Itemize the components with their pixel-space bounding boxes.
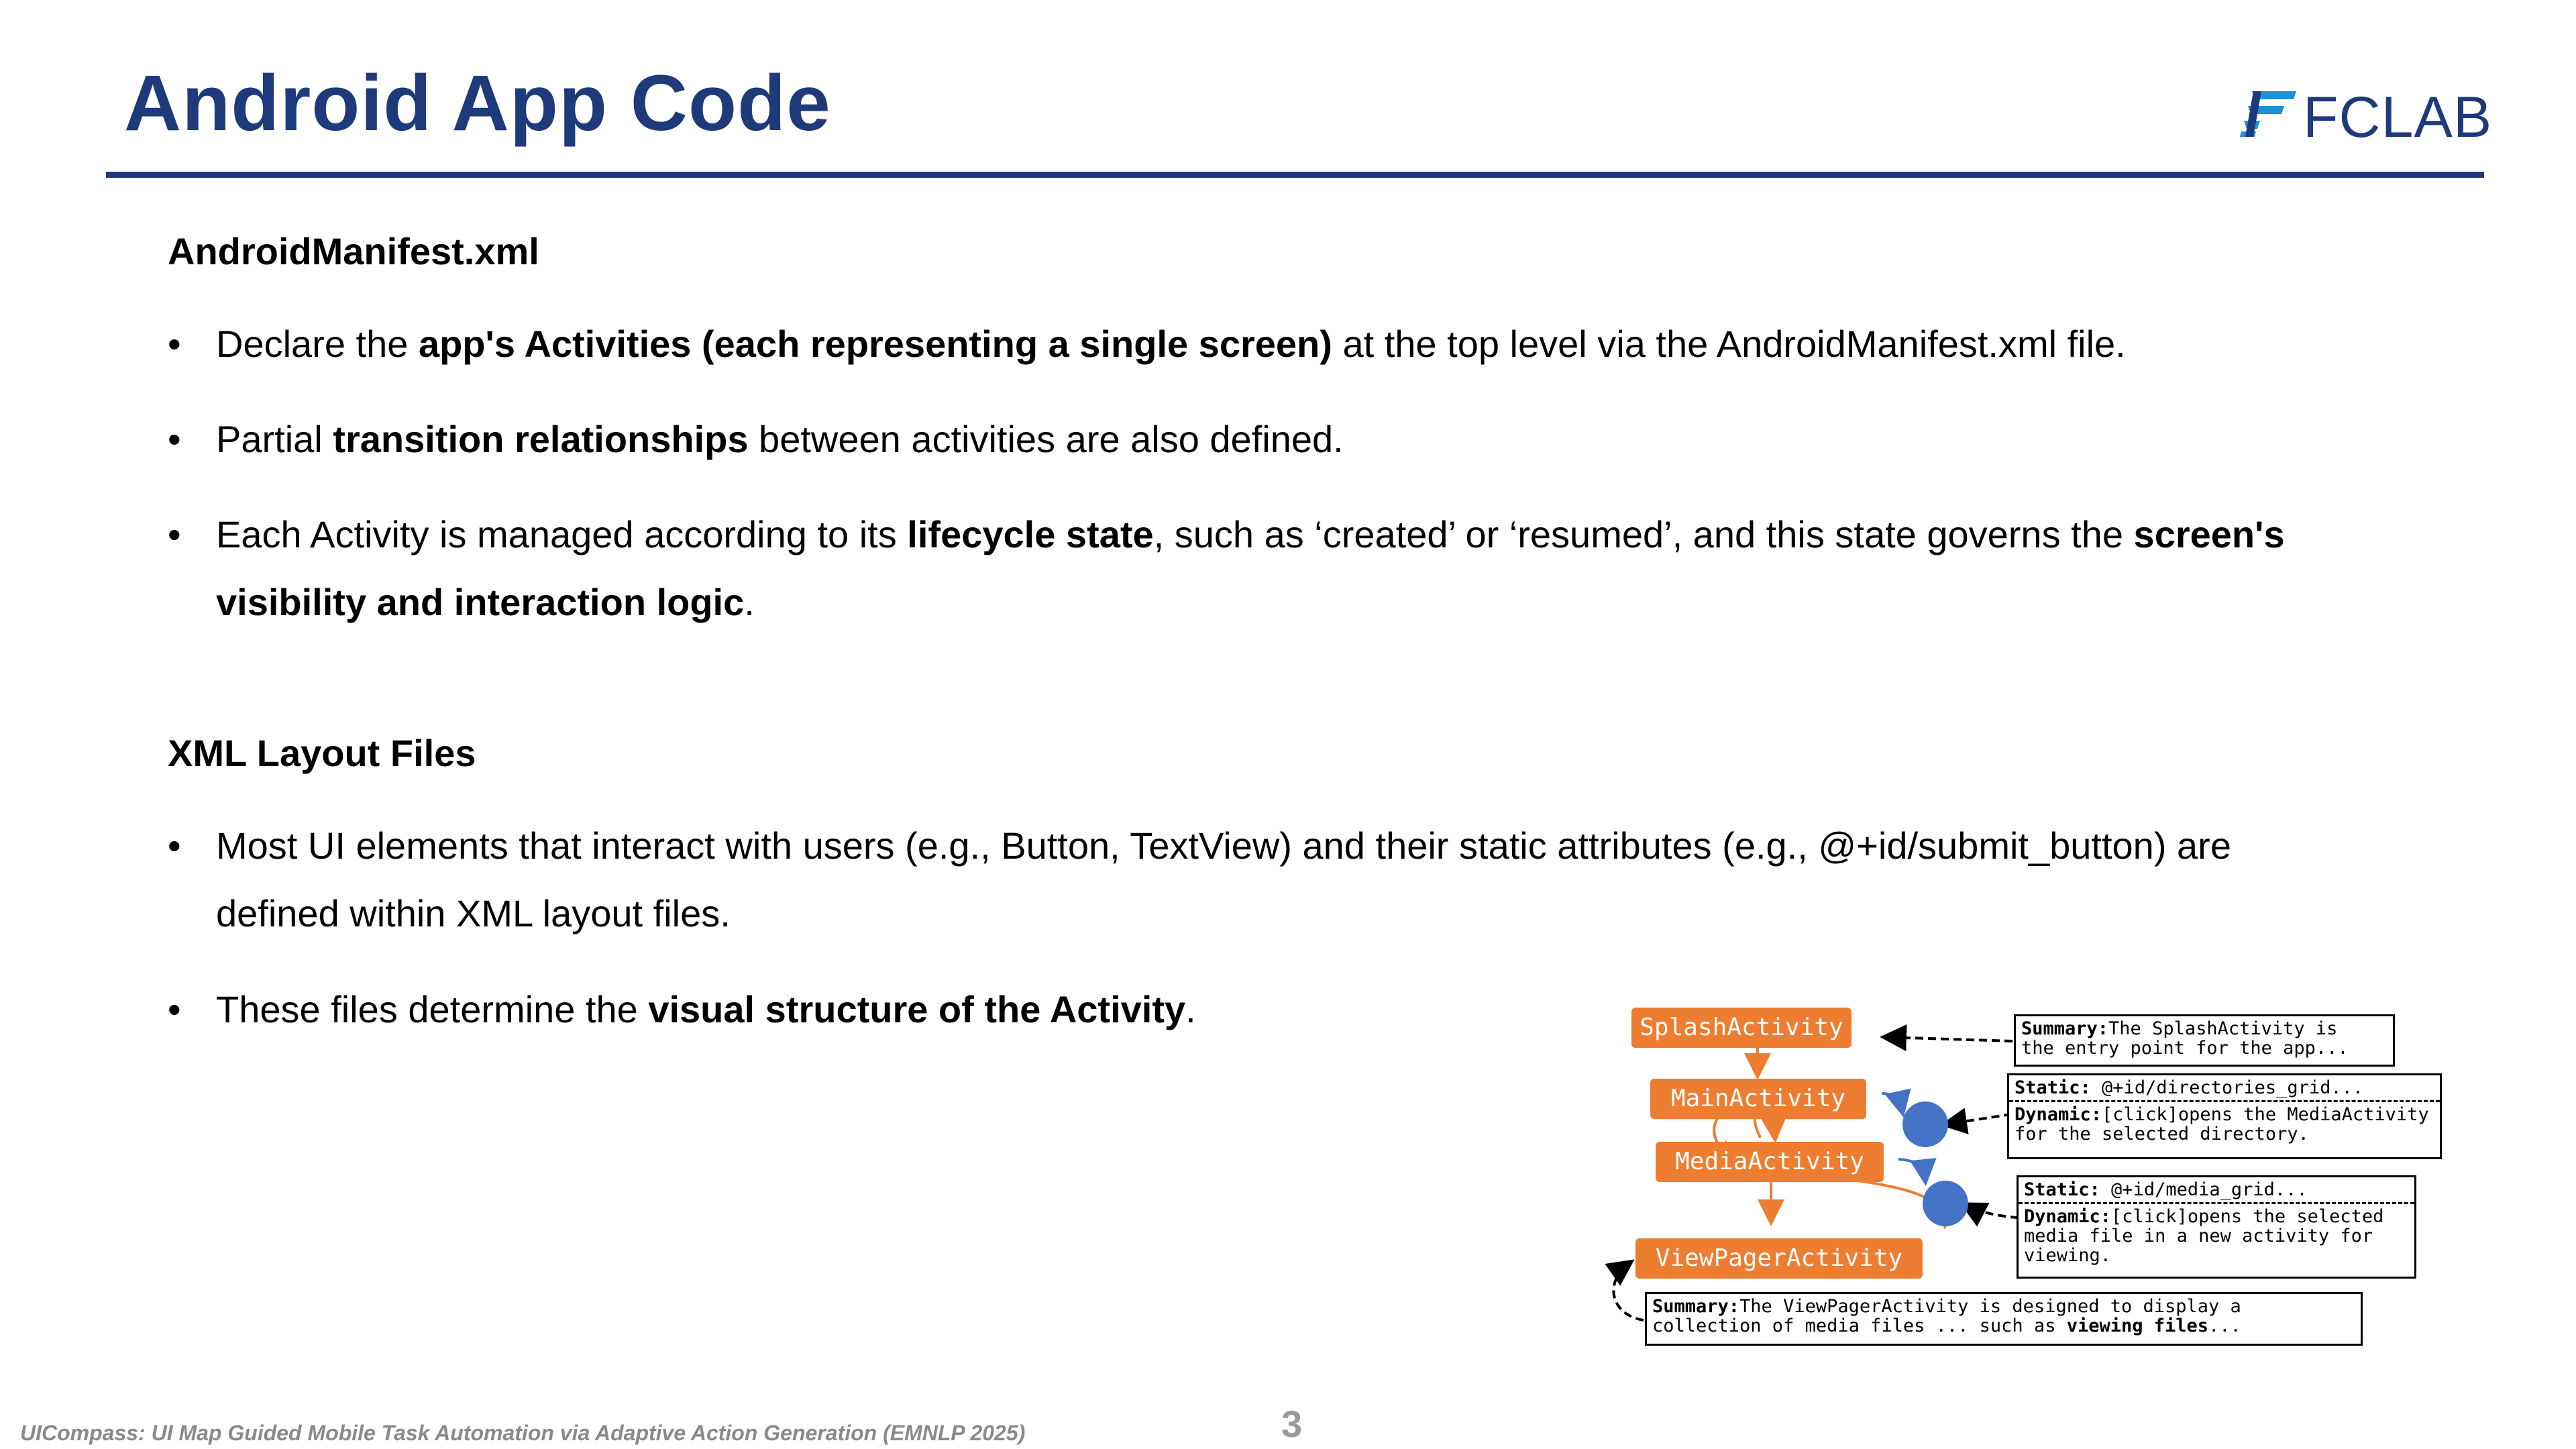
bullet-dot: • <box>168 824 181 867</box>
section-heading-manifest: AndroidManifest.xml <box>168 230 539 272</box>
fclab-logo-icon <box>2237 87 2298 141</box>
footer-citation: UICompass: UI Map Guided Mobile Task Automation via Adaptive Action Generation (EMNLP 2025) <box>20 1421 1026 1445</box>
splash-summary-box: Summary:The SplashActivity is the entry point for the app... <box>2014 1014 2395 1067</box>
link-main-widget <box>1882 1093 1902 1112</box>
main-activity-info-box: Static: @+id/directories_grid... Dynamic:[click]opens the MediaActivity for the selected directory. <box>2007 1073 2442 1159</box>
title-divider <box>106 172 2484 178</box>
widget-circle-main <box>1902 1102 1948 1147</box>
activity-node-media: MediaActivity <box>1656 1142 1884 1182</box>
fclab-logo-text: FCLAB <box>2303 85 2493 150</box>
viewpager-summary-box: Summary:The ViewPagerActivity is designed to display a collection of media files ... such as viewing files... <box>1645 1292 2363 1346</box>
bullet-dot: • <box>168 988 181 1030</box>
bullet-dot: • <box>168 513 181 555</box>
bullet-dot: • <box>168 323 181 365</box>
bullet-text: Declare the app's Activities (each representing a single screen) at the top level via the AndroidManifest.xml file. <box>216 323 2126 365</box>
media-activity-info-box: Static: @+id/media_grid... Dynamic:[click]opens the selected media file in a new activity for viewing. <box>2017 1175 2416 1279</box>
activity-node-main: MainActivity <box>1650 1079 1866 1119</box>
page-title: Android App Code <box>124 59 831 148</box>
transition-main-media-2 <box>1755 1119 1760 1138</box>
bullet-text: Partial transition relationships between activities are also defined. <box>216 418 1344 460</box>
link-media-widget <box>1898 1159 1925 1181</box>
page-number: 3 <box>1281 1403 1303 1445</box>
activity-node-viewpager: ViewPagerActivity <box>1635 1238 1923 1279</box>
bullet-text: These files determine the visual structure of the Activity. <box>216 988 1196 1030</box>
fclab-logo <box>2237 85 2493 150</box>
section-heading-layout: XML Layout Files <box>168 732 476 774</box>
activity-transition-diagram <box>1597 1000 2442 1348</box>
bullet-dot: • <box>168 418 181 460</box>
transition-main-media <box>1774 1119 1775 1138</box>
bullet-text: Each Activity is managed according to its lifecycle state, such as ‘created’ or ‘resumed’, and this state governs the screen's visibility and interaction logic. <box>216 513 2285 623</box>
bullet-text: Most UI elements that interact with users (e.g., Button, TextView) and their static attributes (e.g., @+id/submit_button) are defined within XML layout files. <box>216 824 2231 934</box>
link-splash-summary <box>1885 1037 2012 1041</box>
widget-circle-media <box>1923 1181 1968 1226</box>
activity-node-splash: SplashActivity <box>1631 1008 1851 1048</box>
